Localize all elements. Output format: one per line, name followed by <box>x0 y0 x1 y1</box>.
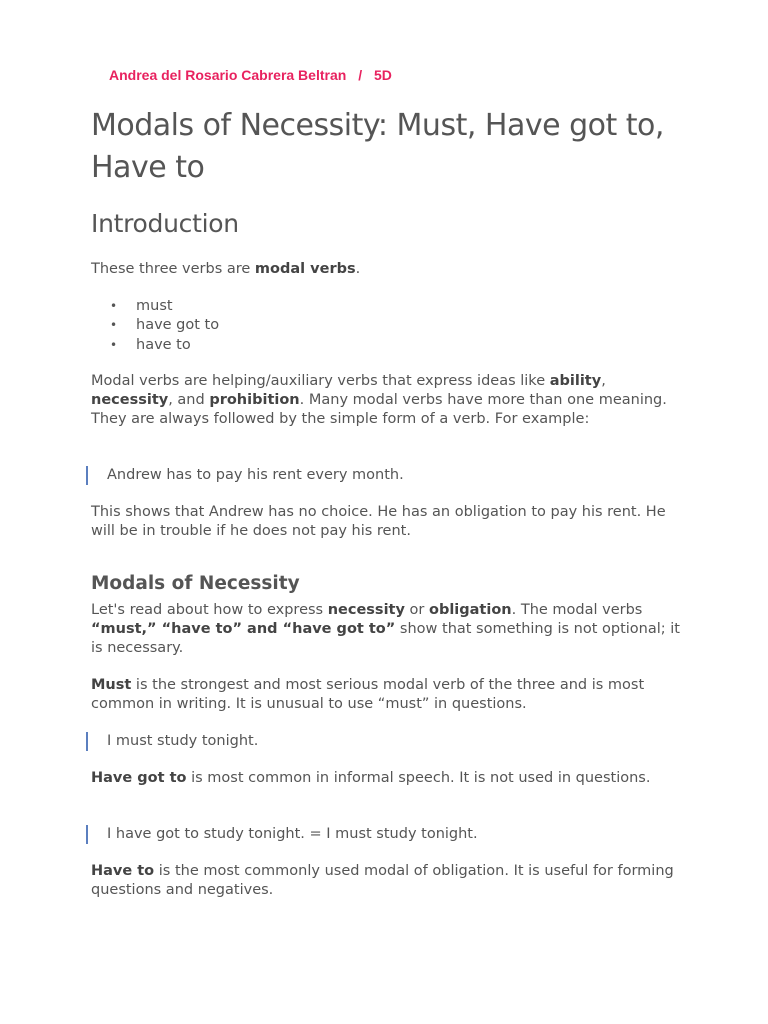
example-quote: I must study tonight. <box>86 732 707 751</box>
text: Let's read about how to express <box>91 602 328 618</box>
bold-text: Have got to <box>91 770 187 786</box>
example-quote: I have got to study tonight. = I must study tonight. <box>86 825 707 844</box>
text: is most common in informal speech. It is not used in questions. <box>186 770 651 786</box>
bold-text: necessity <box>327 602 405 618</box>
bold-text: Have to <box>91 863 155 879</box>
bold-text: ability <box>549 373 602 389</box>
list-item: • have got to <box>91 316 219 335</box>
text: Modal verbs are helping/auxiliary verbs that express ideas like <box>91 373 550 389</box>
text: . The modal verbs <box>511 602 643 618</box>
text: or <box>404 602 429 618</box>
bold-text: prohibition <box>209 392 300 408</box>
verb-list <box>91 297 219 355</box>
text: show that something is not optional; it is necessary. <box>91 621 680 656</box>
list-item: • have to <box>91 336 219 355</box>
have-got-to-paragraph <box>91 769 686 788</box>
grade: 5D <box>373 67 392 83</box>
bold-text: modal verbs <box>254 261 356 277</box>
author-line <box>109 67 392 83</box>
page-title: Modals of Necessity: Must, Have got to, Have to <box>91 108 664 185</box>
bold-text: “must,” “have to” and “have got to” <box>91 621 396 637</box>
modals-heading: Modals of Necessity <box>91 573 300 594</box>
intro-heading: Introduction <box>91 209 239 238</box>
text: These three verbs are <box>91 261 255 277</box>
text: , and <box>168 392 210 408</box>
separator: / <box>358 67 363 83</box>
bold-text: Must <box>91 677 132 693</box>
text: is the strongest and most serious modal verb of the three and is most common in writing. It is unusual to use “must” in questions. <box>91 677 645 712</box>
intro-paragraph-3: This shows that Andrew has no choice. He has an obligation to pay his rent. He will be in trouble if he does not pay his rent. <box>91 504 666 539</box>
bold-text: obligation <box>428 602 512 618</box>
text: . Many modal verbs have more than one meaning. They are always followed by the simple form of a verb. For example: <box>91 392 667 427</box>
bold-text: necessity <box>91 392 169 408</box>
list-item: • must <box>91 297 219 316</box>
intro-paragraph-1 <box>91 260 686 279</box>
text: is the most commonly used modal of obligation. It is useful for forming questions and negatives. <box>91 863 674 898</box>
text: . <box>355 261 361 277</box>
modals-paragraph-1 <box>91 601 686 658</box>
must-paragraph <box>91 676 686 714</box>
example-quote: Andrew has to pay his rent every month. <box>86 466 707 485</box>
intro-paragraph-2 <box>91 372 671 429</box>
text: , <box>601 373 606 389</box>
author-name: Andrea del Rosario Cabrera Beltran <box>109 67 347 83</box>
have-to-paragraph <box>91 862 686 900</box>
